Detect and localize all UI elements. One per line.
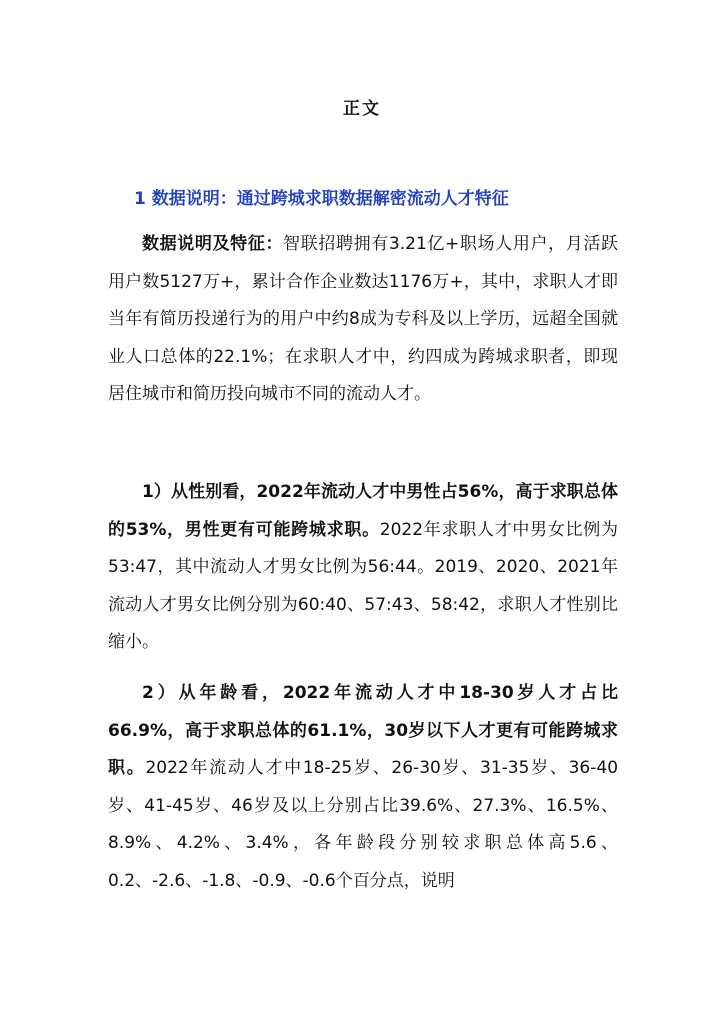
paragraph-lead: 数据说明及特征： xyxy=(142,234,284,254)
section-heading: 1 数据说明：通过跨城求职数据解密流动人才特征 xyxy=(134,189,509,209)
paragraph-body: 智联招聘拥有3.21亿+职场人用户，月活跃用户数5127万+，累计合作企业数达1176万+，其中，求职人才即当年有简历投递行为的用户中约8成为专科及以上学历，远超全国就业人口总体的22.1%；在求职人才中，约四成为跨城求职者，即现居住城市和简历投向城市不同的流动人才。 xyxy=(108,234,618,404)
paragraph-lead: 1）从性别看，2022年流动人才中男性占56%，高于求职总体的53%，男性更有可能跨城求职。 xyxy=(108,482,618,540)
paragraph-body: 2022年求职人才中男女比例为53:47，其中流动人才男女比例为56:44。2019、2020、2021年流动人才男女比例分别为60:40、57:43、58:42，求职人才性别比缩小。 xyxy=(108,519,618,652)
paragraph-body: 2022年流动人才中18-25岁、26-30岁、31-35岁、36-40岁、41-45岁、46岁及以上分别占比39.6%、27.3%、16.5%、8.9%、4.2%、3.4%，各年龄段分别较求职总体高5.6、0.2、-2.6、-1.8、-0.9、-0.6个百分点，说明 xyxy=(108,758,619,891)
paragraph-age xyxy=(108,675,618,900)
paragraph-gender xyxy=(108,474,618,662)
paragraph-lead: 2）从年龄看，2022年流动人才中18-30岁人才占比66.9%，高于求职总体的61.1%，30岁以下人才更有可能跨城求职。 xyxy=(108,683,618,778)
page-title: 正文 xyxy=(343,99,381,119)
paragraph-data-description xyxy=(108,226,618,414)
